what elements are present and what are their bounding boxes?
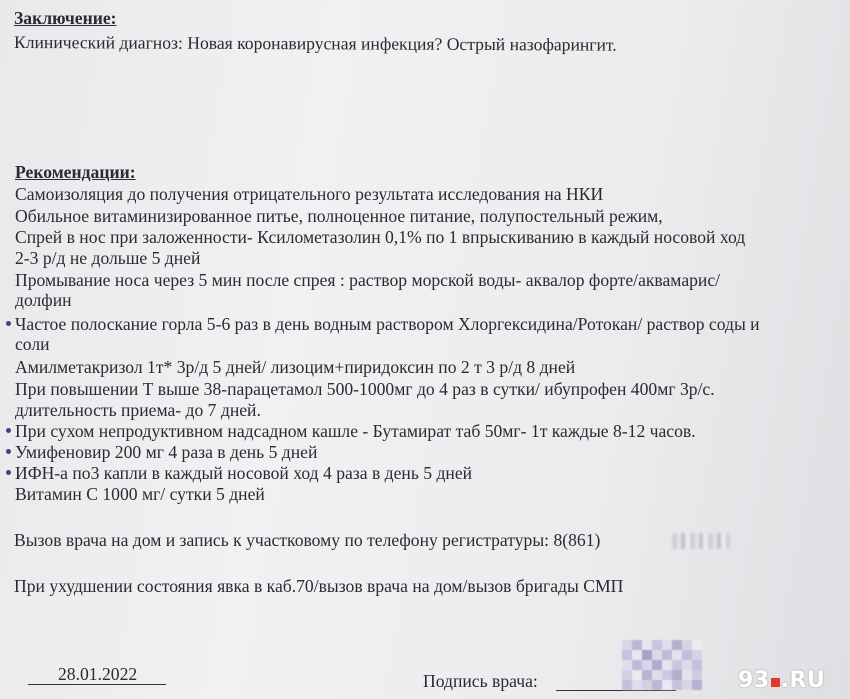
recommendation-line: Витамин С 1000 мг/ сутки 5 дней bbox=[15, 484, 265, 504]
redacted-phone bbox=[672, 533, 730, 549]
recommendation-line: Обильное витаминизированное питье, полноценное питание, полупостельный режим, bbox=[15, 206, 663, 226]
recommendation-line: Амилметакризол 1т* 3р/д 5 дней/ лизоцим+пиридоксин по 2 т 3 р/д 8 дней bbox=[15, 357, 576, 377]
blurred-signature bbox=[622, 640, 702, 690]
recommendation-line: 2-3 р/д не дольше 5 дней bbox=[15, 248, 201, 268]
recommendation-line: соли bbox=[15, 334, 50, 354]
date-underline bbox=[28, 684, 166, 685]
recommendation-line: Самоизоляция до получения отрицательного результата исследования на НКИ bbox=[15, 184, 604, 204]
pen-mark-icon bbox=[6, 428, 11, 433]
recommendation-line: ИФН-а по3 капли в каждый носовой ход 4 раза в день 5 дней bbox=[15, 463, 473, 483]
phone-line: Вызов врача на дом и запись к участковому по телефону регистратуры: 8(861) bbox=[14, 530, 601, 550]
recommendation-line: При повышении Т выше 38-парацетамол 500-1000мг до 4 раз в сутки/ ибупрофен 400мг 3р/с. bbox=[15, 379, 715, 399]
recommendation-line: долфин bbox=[15, 290, 72, 310]
watermark-logo bbox=[738, 668, 825, 693]
diagnosis-text: Клинический диагноз: Новая коронавирусная инфекция? Острый назофарингит. bbox=[13, 32, 617, 55]
recommendation-line: Частое полоскание горла 5-6 раз в день водным раствором Хлоргексидина/Ротокан/ раствор соды и bbox=[15, 314, 760, 334]
pen-mark-icon bbox=[6, 470, 11, 475]
recommendation-line: Спрей в нос при заложенности- Ксилометазолин 0,1% по 1 впрыскиванию в каждый носовой ход bbox=[15, 227, 746, 247]
recommendation-line: При сухом непродуктивном надсадном кашле - Бутамират таб 50мг- 1т каждые 8-12 часов. bbox=[15, 421, 696, 441]
signature-label: Подпись врача: bbox=[423, 671, 538, 691]
recommendations-heading: Рекомендации: bbox=[15, 162, 136, 182]
recommendation-line: Промывание носа через 5 мин после спрея : раствор морской воды- аквалор форте/аквамарис/ bbox=[15, 270, 721, 290]
document-date: 28.01.2022 bbox=[58, 664, 138, 684]
pen-mark-icon bbox=[6, 321, 11, 326]
recommendation-line: Умифеновир 200 мг 4 раза в день 5 дней bbox=[15, 442, 318, 462]
signature-line bbox=[556, 690, 676, 691]
watermark-number: 93 bbox=[738, 668, 770, 693]
watermark-dot-icon bbox=[771, 678, 780, 687]
worsening-line: При ухудшении состояния явка в каб.70/вызов врача на дом/вызов бригады СМП bbox=[14, 576, 624, 596]
pen-mark-icon bbox=[6, 449, 11, 454]
conclusion-heading: Заключение: bbox=[14, 8, 117, 28]
watermark-suffix: .RU bbox=[780, 668, 826, 693]
recommendation-line: длительность приема- до 7 дней. bbox=[15, 400, 261, 420]
